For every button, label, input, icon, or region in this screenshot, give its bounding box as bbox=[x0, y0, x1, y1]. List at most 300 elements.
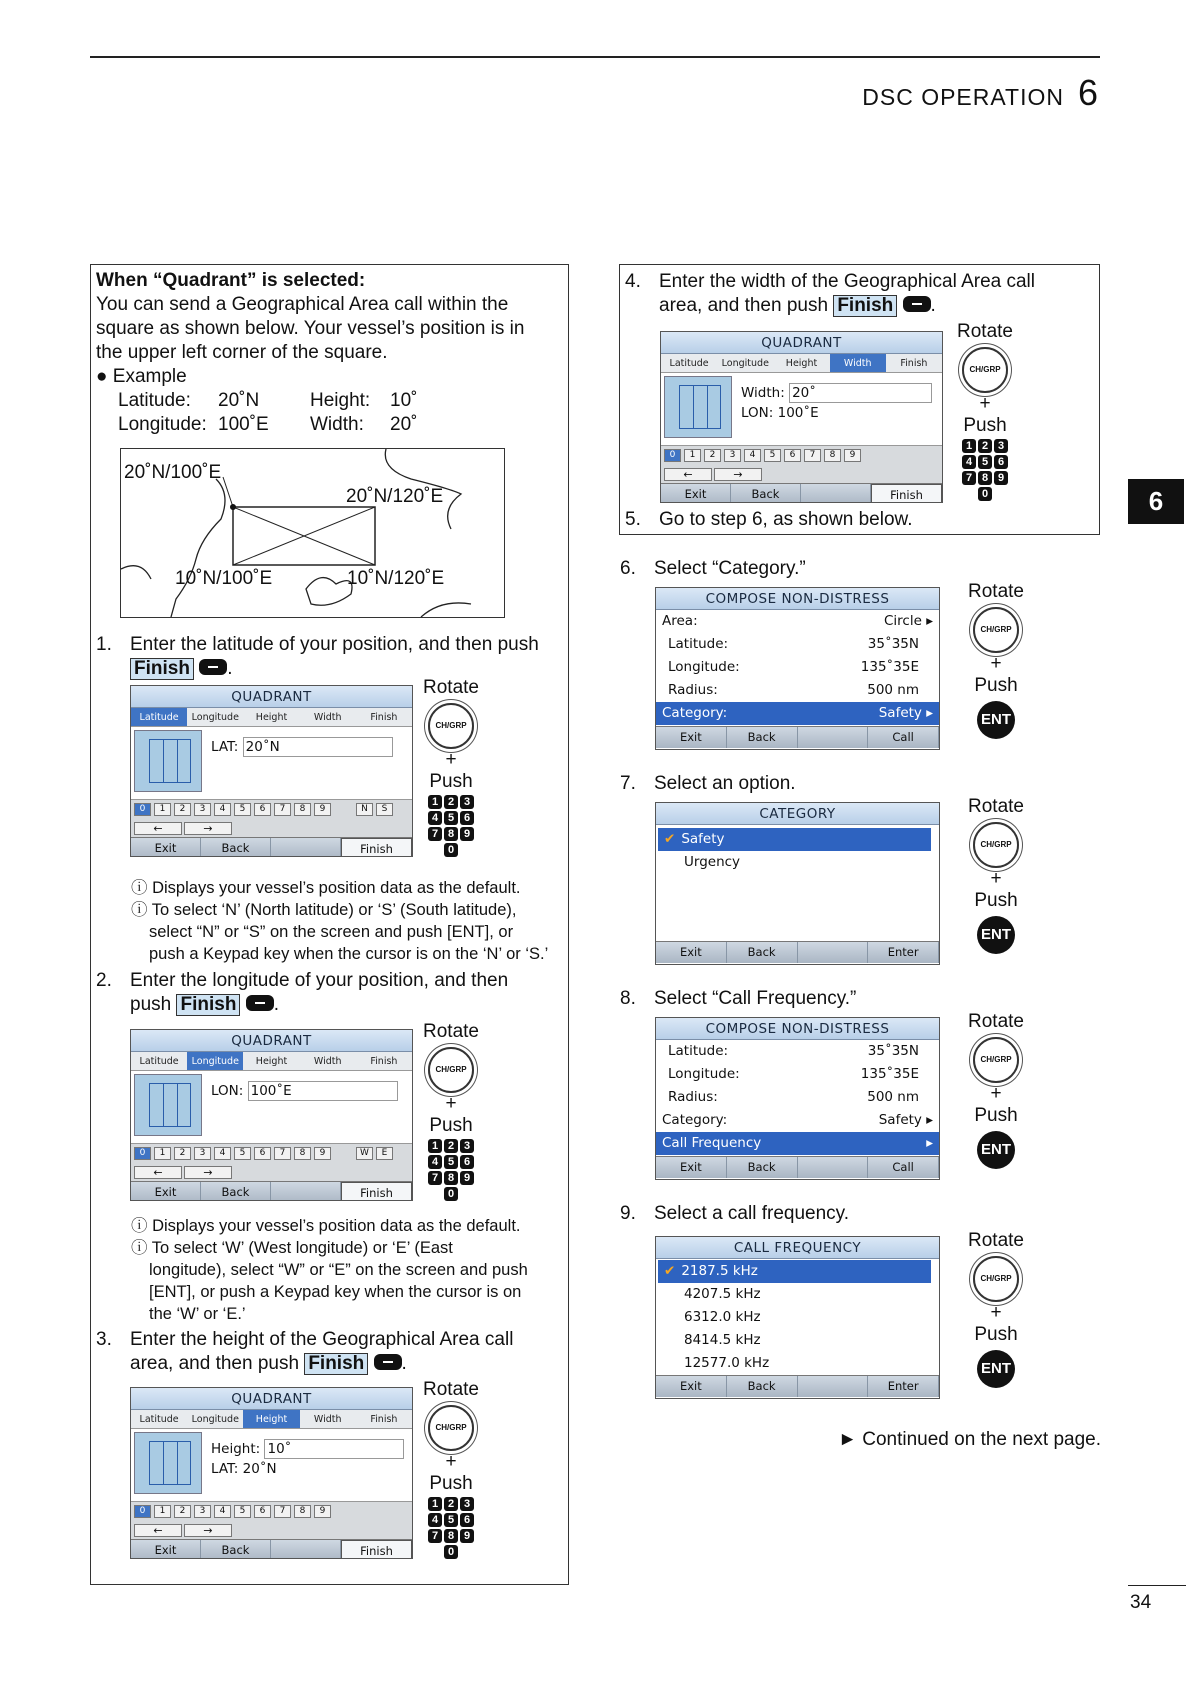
freq-item[interactable] bbox=[656, 1329, 939, 1352]
key-0[interactable]: 0 bbox=[664, 449, 681, 462]
numeric-keys bbox=[131, 1501, 412, 1521]
footer-rule bbox=[1128, 1585, 1186, 1586]
ent-key-icon: ENT bbox=[977, 701, 1015, 739]
soft-keys bbox=[131, 1539, 412, 1559]
screen-compose-category bbox=[655, 587, 940, 750]
push-label: Push bbox=[974, 1105, 1018, 1126]
row-category[interactable] bbox=[656, 1109, 939, 1132]
back-button[interactable]: Back bbox=[727, 942, 798, 963]
note-line: [ENT], or push a Keypad key when the cursor is on bbox=[149, 1283, 522, 1301]
ch-grp-knob-icon: CH/GRP bbox=[973, 607, 1019, 653]
example-map bbox=[120, 448, 505, 618]
soft-keys bbox=[131, 1181, 412, 1201]
step-bar bbox=[661, 354, 942, 373]
row-value: Circle bbox=[884, 613, 922, 629]
row-area[interactable] bbox=[656, 610, 939, 633]
key-6[interactable]: 6 bbox=[784, 449, 801, 462]
key-e[interactable]: E bbox=[376, 1147, 393, 1160]
keypad-key: 1 bbox=[428, 1139, 442, 1153]
option-label: Safety bbox=[681, 831, 725, 847]
checkmark-icon: ✔ bbox=[664, 1263, 676, 1279]
example-bullet bbox=[96, 365, 566, 389]
numeric-keys bbox=[131, 799, 412, 819]
key-4[interactable]: 4 bbox=[214, 1505, 231, 1518]
key-3[interactable]: 3 bbox=[194, 1147, 211, 1160]
arrow-keys bbox=[131, 819, 412, 837]
keypad-key: 8 bbox=[444, 1529, 458, 1543]
step-number: 2. bbox=[96, 970, 112, 991]
freq-label: 12577.0 kHz bbox=[684, 1355, 770, 1371]
key-4[interactable]: 4 bbox=[214, 1147, 231, 1160]
key-s[interactable]: S bbox=[376, 803, 393, 816]
quadrant-intro bbox=[96, 269, 566, 437]
step-latitude: Latitude bbox=[131, 708, 187, 726]
lon-field bbox=[211, 1081, 398, 1101]
step-text: Enter the longitude of your position, and then bbox=[130, 970, 509, 991]
width-input[interactable]: 20˚ bbox=[789, 383, 932, 403]
key-3[interactable]: 3 bbox=[194, 803, 211, 816]
key-0[interactable]: 0 bbox=[134, 1505, 151, 1518]
note-line: the ‘W’ or ‘E.’ bbox=[149, 1305, 246, 1323]
field-label: Height: bbox=[211, 1441, 261, 1457]
left-arrow-icon[interactable]: ← bbox=[134, 822, 182, 835]
width-label: Width: bbox=[310, 414, 364, 435]
step-longitude: Longitude bbox=[187, 1052, 243, 1070]
step-width: Width bbox=[313, 712, 342, 723]
step-height: Height bbox=[255, 712, 288, 723]
option-urgency[interactable] bbox=[656, 851, 939, 874]
step-height: Height bbox=[785, 358, 818, 369]
row-label: Longitude: bbox=[668, 1066, 740, 1082]
caret-right-icon: ▸ bbox=[926, 1135, 933, 1151]
screen-latitude bbox=[130, 685, 413, 857]
keypad-key: 2 bbox=[444, 1139, 458, 1153]
height-lat-readout: LAT: 20˚N bbox=[211, 1461, 277, 1477]
compose-list bbox=[656, 610, 939, 726]
empty-softkey bbox=[798, 942, 869, 963]
width-lon-readout: LON: 100˚E bbox=[741, 405, 819, 421]
control-rotate-push-keypad bbox=[421, 677, 481, 857]
row-radius bbox=[656, 1086, 939, 1109]
exit-button[interactable]: Exit bbox=[131, 1182, 201, 1201]
note-line: To select ‘W’ (West longitude) or ‘E’ (East bbox=[151, 1239, 453, 1257]
right-arrow-icon[interactable]: → bbox=[184, 1524, 232, 1537]
continued-note: ► Continued on the next page. bbox=[838, 1429, 1101, 1450]
screen-title: COMPOSE NON-DISTRESS bbox=[656, 1018, 939, 1040]
exit-button[interactable]: Exit bbox=[661, 484, 731, 503]
ch-grp-knob-icon: CH/GRP bbox=[428, 1405, 474, 1451]
height-input[interactable]: 10˚ bbox=[264, 1439, 404, 1459]
row-label: Area: bbox=[662, 613, 698, 629]
back-button[interactable]: Back bbox=[727, 727, 798, 748]
step-9 bbox=[620, 1202, 849, 1226]
soft-keys bbox=[131, 837, 412, 857]
step-text: Select a call frequency. bbox=[654, 1203, 850, 1224]
keypad-key: 7 bbox=[962, 471, 976, 485]
key-2[interactable]: 2 bbox=[174, 1147, 191, 1160]
key-8[interactable]: 8 bbox=[294, 803, 311, 816]
keypad-key: 5 bbox=[978, 455, 992, 469]
keypad-key: 7 bbox=[428, 827, 442, 841]
step-text: Enter the latitude of your position, and then push bbox=[130, 634, 539, 655]
key-6[interactable]: 6 bbox=[254, 1147, 271, 1160]
mini-map bbox=[134, 1432, 202, 1494]
note-line: select “N” or “S” on the screen and push [ENT], or bbox=[149, 923, 514, 941]
key-8[interactable]: 8 bbox=[294, 1147, 311, 1160]
mini-map bbox=[664, 376, 732, 438]
enter-button[interactable]: Enter bbox=[868, 942, 939, 963]
key-4[interactable]: 4 bbox=[214, 803, 231, 816]
mini-map bbox=[134, 1074, 202, 1136]
key-n[interactable]: N bbox=[356, 803, 373, 816]
width-field bbox=[741, 383, 932, 421]
screen-body bbox=[131, 1071, 412, 1143]
empty-softkey bbox=[271, 1182, 341, 1201]
row-label: Call Frequency bbox=[662, 1135, 762, 1151]
step-text: Enter the width of the Geographical Area call bbox=[659, 271, 1036, 292]
key-0[interactable]: 0 bbox=[134, 1147, 151, 1160]
push-label: Push bbox=[974, 890, 1018, 911]
lat-input[interactable]: 20˚N bbox=[243, 737, 393, 757]
finish-label: Finish bbox=[176, 994, 240, 1016]
back-button[interactable]: Back bbox=[201, 1540, 271, 1559]
step-number: 6. bbox=[620, 558, 636, 579]
exit-button[interactable]: Exit bbox=[656, 727, 727, 748]
enter-button[interactable]: Enter bbox=[868, 1376, 939, 1397]
step-number: 9. bbox=[620, 1203, 636, 1224]
keypad-key: 4 bbox=[428, 1155, 442, 1169]
plus-label: + bbox=[990, 653, 1002, 674]
keypad-key: 3 bbox=[460, 795, 474, 809]
freq-item[interactable] bbox=[656, 1352, 939, 1375]
right-arrow-icon[interactable]: → bbox=[184, 1166, 232, 1179]
option-label: Urgency bbox=[684, 854, 741, 870]
step-width: Width bbox=[313, 1414, 342, 1425]
exit-button[interactable]: Exit bbox=[131, 1540, 201, 1559]
rotate-label: Rotate bbox=[968, 1011, 1024, 1032]
keypad-key: 9 bbox=[460, 1529, 474, 1543]
example-label: Example bbox=[112, 366, 187, 387]
minus-key-icon bbox=[374, 1354, 402, 1370]
step-3: 3. Enter the height of the Geographical Area call area, and then push Finish . bbox=[96, 1329, 514, 1374]
keypad-key: 9 bbox=[460, 827, 474, 841]
lon-value: 100˚E bbox=[218, 414, 269, 435]
lon-input[interactable]: 100˚E bbox=[248, 1081, 398, 1101]
keypad-key: 0 bbox=[444, 1545, 458, 1559]
plus-label: + bbox=[979, 393, 991, 414]
keypad-key: 2 bbox=[444, 1497, 458, 1511]
keypad-icon bbox=[955, 439, 1015, 501]
keypad-key: 6 bbox=[460, 811, 474, 825]
freq-item[interactable] bbox=[656, 1306, 939, 1329]
keypad-key: 4 bbox=[428, 811, 442, 825]
lat-field bbox=[211, 737, 393, 757]
arrow-keys bbox=[131, 1163, 412, 1181]
row-value: 35˚35N bbox=[867, 1043, 919, 1059]
back-button[interactable]: Back bbox=[201, 838, 271, 857]
example-row-2 bbox=[96, 413, 566, 437]
push-label: Push bbox=[963, 415, 1007, 436]
row-value: 500 nm bbox=[867, 1089, 919, 1105]
row-longitude bbox=[656, 656, 939, 679]
finish-label: Finish bbox=[304, 1353, 368, 1375]
row-longitude bbox=[656, 1063, 939, 1086]
call-button[interactable]: Call bbox=[868, 1157, 939, 1178]
screen-longitude bbox=[130, 1029, 413, 1201]
exit-button[interactable]: Exit bbox=[656, 942, 727, 963]
keypad-key: 6 bbox=[994, 455, 1008, 469]
step-bar bbox=[131, 708, 412, 727]
keypad-key: 5 bbox=[444, 1513, 458, 1527]
finish-label: Finish bbox=[130, 658, 194, 680]
key-9[interactable]: 9 bbox=[314, 1147, 331, 1160]
lat-value: 20˚N bbox=[218, 390, 260, 411]
empty-softkey bbox=[798, 1376, 869, 1397]
ent-key-icon: ENT bbox=[977, 916, 1015, 954]
freq-label: 4207.5 kHz bbox=[684, 1286, 761, 1302]
row-label: Longitude: bbox=[668, 659, 740, 675]
arrow-keys bbox=[131, 1521, 412, 1539]
soft-keys bbox=[656, 941, 939, 963]
minus-key-icon bbox=[246, 995, 274, 1011]
rotate-label: Rotate bbox=[957, 321, 1013, 342]
back-button[interactable]: Back bbox=[727, 1376, 798, 1397]
keypad-key: 7 bbox=[428, 1171, 442, 1185]
control-rotate-push-ent bbox=[966, 1011, 1026, 1169]
screen-width bbox=[660, 331, 943, 503]
key-7[interactable]: 7 bbox=[274, 1505, 291, 1518]
control-rotate-push-ent bbox=[966, 581, 1026, 739]
rotate-label: Rotate bbox=[423, 677, 479, 698]
back-button[interactable]: Back bbox=[727, 1157, 798, 1178]
info-icon: ⓘ bbox=[131, 901, 148, 919]
finish-button[interactable]: Finish bbox=[341, 1182, 412, 1201]
lon-label: Longitude: bbox=[118, 414, 207, 435]
row-call-frequency[interactable] bbox=[656, 1132, 939, 1155]
key-7[interactable]: 7 bbox=[274, 1147, 291, 1160]
keypad-key: 5 bbox=[444, 1155, 458, 1169]
caret-right-icon: ▸ bbox=[926, 613, 933, 629]
freq-item[interactable] bbox=[658, 1260, 931, 1283]
keypad-key: 8 bbox=[978, 471, 992, 485]
step-finish: Finish bbox=[370, 712, 398, 723]
key-7[interactable]: 7 bbox=[274, 803, 291, 816]
intro-line: square as shown below. Your vessel’s position is in bbox=[96, 318, 525, 339]
step-bar bbox=[131, 1052, 412, 1071]
chapter-tab: 6 bbox=[1128, 479, 1184, 524]
empty-softkey bbox=[798, 727, 869, 748]
key-4[interactable]: 4 bbox=[744, 449, 761, 462]
key-7[interactable]: 7 bbox=[804, 449, 821, 462]
keypad-key: 9 bbox=[994, 471, 1008, 485]
numeric-keys bbox=[131, 1143, 412, 1163]
rotate-label: Rotate bbox=[423, 1021, 479, 1042]
map-label-ne: 20˚N/120˚E bbox=[346, 486, 444, 507]
control-rotate-push-ent bbox=[966, 796, 1026, 954]
step-5 bbox=[625, 508, 1095, 532]
keypad-key: 0 bbox=[444, 843, 458, 857]
key-9[interactable]: 9 bbox=[844, 449, 861, 462]
info-icon: ⓘ bbox=[131, 1239, 148, 1257]
screen-title: QUADRANT bbox=[661, 332, 942, 354]
back-button[interactable]: Back bbox=[731, 484, 801, 503]
key-5[interactable]: 5 bbox=[234, 1147, 251, 1160]
row-category[interactable] bbox=[656, 702, 939, 725]
key-8[interactable]: 8 bbox=[294, 1505, 311, 1518]
row-label: Radius: bbox=[668, 1089, 718, 1105]
left-arrow-icon[interactable]: ← bbox=[134, 1524, 182, 1537]
step-8 bbox=[620, 987, 856, 1011]
chapter-number: 6 bbox=[1077, 72, 1099, 113]
screen-body bbox=[131, 727, 412, 799]
key-3[interactable]: 3 bbox=[724, 449, 741, 462]
keypad-key: 2 bbox=[444, 795, 458, 809]
info-icon: ⓘ bbox=[131, 1217, 148, 1235]
screen-title: QUADRANT bbox=[131, 686, 412, 708]
row-label: Category: bbox=[662, 705, 728, 721]
key-w[interactable]: W bbox=[356, 1147, 373, 1160]
keypad-key: 0 bbox=[444, 1187, 458, 1201]
ch-grp-knob-icon: CH/GRP bbox=[973, 822, 1019, 868]
step-finish: Finish bbox=[370, 1056, 398, 1067]
step-text: Go to step 6, as shown below. bbox=[659, 509, 913, 530]
screen-title: QUADRANT bbox=[131, 1030, 412, 1052]
plus-label: + bbox=[445, 1093, 457, 1114]
keypad-icon bbox=[421, 1497, 481, 1559]
left-panel bbox=[90, 264, 569, 1585]
row-value: 135˚35E bbox=[860, 659, 919, 675]
exit-button[interactable]: Exit bbox=[131, 838, 201, 857]
key-8[interactable]: 8 bbox=[824, 449, 841, 462]
screen-call-frequency bbox=[655, 1236, 940, 1399]
caret-right-icon: ▸ bbox=[926, 1112, 933, 1128]
right-arrow-icon[interactable]: → bbox=[714, 468, 762, 481]
finish-button[interactable]: Finish bbox=[341, 1540, 412, 1559]
step-text: Select “Category.” bbox=[654, 558, 806, 579]
step-number: 4. bbox=[625, 271, 641, 292]
screen-compose-frequency bbox=[655, 1017, 940, 1180]
key-2[interactable]: 2 bbox=[174, 803, 191, 816]
rotate-label: Rotate bbox=[968, 796, 1024, 817]
key-1[interactable]: 1 bbox=[684, 449, 701, 462]
step-text: area, and then push bbox=[130, 1353, 300, 1374]
key-2[interactable]: 2 bbox=[704, 449, 721, 462]
key-5[interactable]: 5 bbox=[234, 803, 251, 816]
exit-button[interactable]: Exit bbox=[656, 1157, 727, 1178]
ent-key-icon: ENT bbox=[977, 1131, 1015, 1169]
key-0[interactable]: 0 bbox=[134, 803, 151, 816]
key-5[interactable]: 5 bbox=[234, 1505, 251, 1518]
key-6[interactable]: 6 bbox=[254, 1505, 271, 1518]
freq-item[interactable] bbox=[656, 1283, 939, 1306]
key-9[interactable]: 9 bbox=[314, 1505, 331, 1518]
freq-label: 6312.0 kHz bbox=[684, 1309, 761, 1325]
ch-grp-knob-icon: CH/GRP bbox=[973, 1037, 1019, 1083]
step-bar bbox=[131, 1410, 412, 1429]
left-arrow-icon[interactable]: ← bbox=[134, 1166, 182, 1179]
step-number: 7. bbox=[620, 773, 636, 794]
mini-map bbox=[134, 730, 202, 792]
right-panel bbox=[619, 264, 1100, 535]
call-button[interactable]: Call bbox=[868, 727, 939, 748]
right-arrow-icon[interactable]: → bbox=[184, 822, 232, 835]
category-list bbox=[656, 825, 939, 941]
back-button[interactable]: Back bbox=[201, 1182, 271, 1201]
row-value: Safety bbox=[878, 705, 922, 721]
key-1[interactable]: 1 bbox=[154, 1147, 171, 1160]
row-latitude bbox=[656, 633, 939, 656]
soft-keys bbox=[656, 1375, 939, 1397]
step-number: 5. bbox=[625, 509, 641, 530]
arrow-keys bbox=[661, 465, 942, 483]
row-label: Radius: bbox=[668, 682, 718, 698]
soft-keys bbox=[656, 1156, 939, 1178]
key-1[interactable]: 1 bbox=[154, 1505, 171, 1518]
control-rotate-push-ent bbox=[966, 1230, 1026, 1388]
left-arrow-icon[interactable]: ← bbox=[664, 468, 712, 481]
screen-title: CATEGORY bbox=[656, 803, 939, 825]
field-label: LON: bbox=[211, 1083, 244, 1099]
key-6[interactable]: 6 bbox=[254, 803, 271, 816]
plus-label: + bbox=[990, 1302, 1002, 1323]
screen-body bbox=[131, 1429, 412, 1501]
control-rotate-push-keypad bbox=[955, 321, 1015, 501]
step-latitude: Latitude bbox=[669, 358, 709, 369]
push-label: Push bbox=[974, 1324, 1018, 1345]
step-height: Height bbox=[243, 1410, 299, 1428]
key-5[interactable]: 5 bbox=[764, 449, 781, 462]
caret-right-icon: ▸ bbox=[926, 705, 933, 721]
note-line: longitude), select “W” or “E” on the screen and push bbox=[149, 1261, 528, 1279]
key-1[interactable]: 1 bbox=[154, 803, 171, 816]
step-number: 8. bbox=[620, 988, 636, 1009]
step-4: 4. Enter the width of the Geographical Area call area, and then push Finish . bbox=[625, 271, 1036, 316]
keypad-key: 4 bbox=[428, 1513, 442, 1527]
intro-line: You can send a Geographical Area call within the bbox=[96, 294, 509, 315]
control-rotate-push-keypad bbox=[421, 1021, 481, 1201]
step-2-notes bbox=[131, 1215, 566, 1325]
key-2[interactable]: 2 bbox=[174, 1505, 191, 1518]
keypad-key: 1 bbox=[962, 439, 976, 453]
key-9[interactable]: 9 bbox=[314, 803, 331, 816]
keypad-key: 5 bbox=[444, 811, 458, 825]
ch-grp-knob-icon: CH/GRP bbox=[962, 347, 1008, 393]
intro-line: the upper left corner of the square. bbox=[96, 342, 388, 363]
exit-button[interactable]: Exit bbox=[656, 1376, 727, 1397]
header-title: DSC OPERATION bbox=[862, 84, 1064, 110]
empty-softkey bbox=[271, 838, 341, 857]
rotate-label: Rotate bbox=[423, 1379, 479, 1400]
keypad-key: 1 bbox=[428, 1497, 442, 1511]
key-3[interactable]: 3 bbox=[194, 1505, 211, 1518]
height-value: 10˚ bbox=[390, 390, 418, 411]
keypad-key: 0 bbox=[978, 487, 992, 501]
keypad-icon bbox=[421, 1139, 481, 1201]
step-2: 2. Enter the longitude of your position, and then push Finish . bbox=[96, 970, 509, 1015]
screen-body bbox=[661, 373, 942, 445]
screen-category bbox=[655, 802, 940, 965]
freq-label: 2187.5 kHz bbox=[681, 1263, 758, 1279]
push-label: Push bbox=[429, 1473, 473, 1494]
screen-title: QUADRANT bbox=[131, 1388, 412, 1410]
finish-button[interactable]: Finish bbox=[341, 838, 412, 857]
finish-button[interactable]: Finish bbox=[871, 484, 942, 503]
step-text: Select an option. bbox=[654, 773, 796, 794]
row-label: Latitude: bbox=[668, 1043, 729, 1059]
keypad-key: 6 bbox=[460, 1155, 474, 1169]
option-safety[interactable] bbox=[658, 828, 931, 851]
empty-softkey bbox=[801, 484, 871, 503]
